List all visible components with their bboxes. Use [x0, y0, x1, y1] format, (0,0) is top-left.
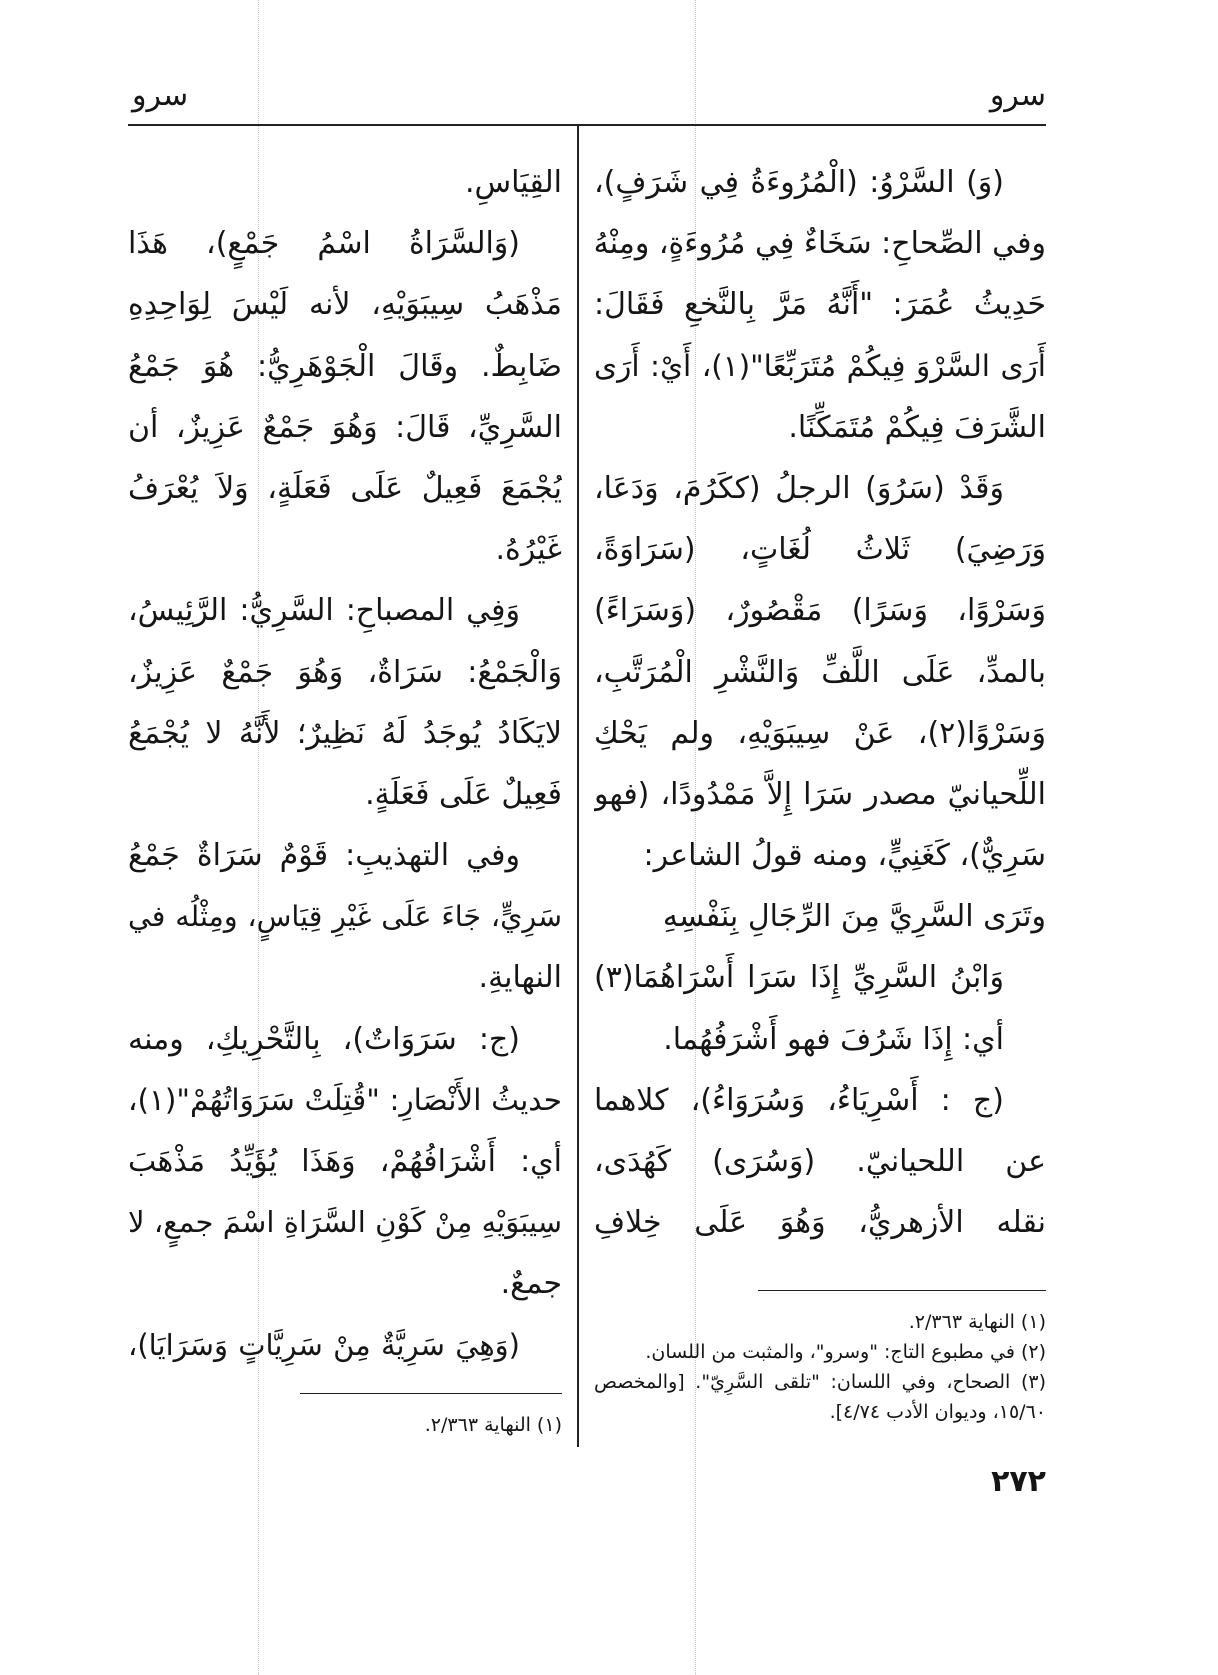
text-line: النهايةِ.	[478, 960, 562, 996]
text-line: أي: أَشْرَافُهُمْ، وَهَذَا يُؤَيِّدُ مَذْهَبَ	[128, 1144, 562, 1179]
text-line: وَسَرْوًا(٢)، عَنْ سِيبَوَيْهِ، ولم يَحْكِ	[594, 715, 1046, 751]
text-line: فَعِيلٌ عَلَى فَعَلَةٍ.	[365, 776, 562, 812]
text-line: بالمدِّ، عَلَى اللَّفِّ وَالنَّشْرِ الْمُرَتَّبِ،	[594, 654, 1046, 690]
text-line: السَّرِيِّ، قَالَ: وَهُوَ جَمْعٌ عَزِيزٌ، أن	[128, 409, 562, 445]
right-column	[594, 152, 1046, 1253]
left-column	[128, 152, 562, 1376]
text-line: (ج: سَرَوَاتٌ)، بِالتَّحْرِيكِ، ومنه	[128, 1021, 520, 1057]
text-line: وَسَرْوًا، وَسَرًا) مَقْصُورٌ، (وَسَرَاءً)	[594, 593, 1046, 629]
text-line: القِيَاسِ.	[464, 165, 562, 200]
text-line: وَالْجَمْعُ: سَرَاةٌ، وَهُوَ جَمْعٌ عَزِيزٌ،	[128, 654, 562, 690]
text-line: يُجْمَعَ فَعِيلٌ عَلَى فَعَلَةٍ، وَلاَ يُعْرَفُ	[128, 470, 562, 506]
text-line: مَذْهَبُ سِيبَوَيْهِ، لأنه لَيْسَ لِوَاحِدِهِ	[128, 287, 562, 323]
running-head-right: سرو	[989, 78, 1046, 113]
text-line: لايَكَادُ يُوجَدُ لَهُ نَظِيرٌ؛ لأَنَّهُ لا يُجْمَعُ	[128, 715, 562, 751]
footnote-separator	[758, 1290, 1046, 1291]
footnotes-right	[594, 1307, 1046, 1427]
text-line: ضَابِطٌ. وقَالَ الْجَوْهَرِيُّ: هُوَ جَمْعُ	[128, 348, 562, 384]
page-number: ٢٧٢	[991, 1464, 1046, 1499]
text-line: حديثُ الأَنْصَارِ: "قُتِلَتْ سَرَوَاتُهُمْ"(١)،	[128, 1082, 562, 1117]
text-line: سِيبَوَيْهِ مِنْ كَوْنِ السَّرَاةِ اسْمَ جمعٍ، لا	[128, 1205, 562, 1240]
text-line: وَرَضِيَ) ثَلاثُ لُغَاتٍ، (سَرَاوَةً،	[594, 532, 1046, 568]
text-line: وَقَدْ (سَرُوَ) الرجلُ (ككَرُمَ، وَدَعَا،	[594, 470, 1004, 506]
text-line: أي: إِذَا شَرُفَ فهو أَشْرَفُهُما.	[663, 1021, 1004, 1057]
footnote-line: (٢) في مطبوع التاج: "وسرو"، والمثبت من اللسان.	[645, 1341, 1046, 1363]
text-line: (وَ) السَّرْوُ: (الْمُرُوءَةُ فِي شَرَفٍ)،	[594, 165, 1004, 200]
footnote-line: (٣) الصحاح، وفي اللسان: "تلقى السَّرِيّ". [والمخصص	[594, 1371, 1046, 1393]
footnote-line: (١) النهاية ٢/٣٦٣.	[908, 1311, 1046, 1333]
text-line: وفي الصِّحاحِ: سَخَاءٌ فِي مُرُوءَةٍ، ومِنْهُ	[594, 226, 1046, 262]
text-line: وفي التهذيبِ: قَوْمٌ سَرَاةٌ جَمْعُ	[128, 838, 520, 874]
column-divider	[577, 125, 579, 1447]
text-line: نقله الأزهريُّ، وَهُوَ عَلَى خِلافِ	[594, 1205, 1046, 1241]
text-line: (ج : أَسْرِيَاءُ، وَسُرَوَاءُ)، كلاهما	[594, 1082, 1004, 1118]
text-line: غَيْرُهُ.	[495, 532, 562, 568]
footnote-line: (١) النهاية ٢/٣٦٣.	[424, 1414, 562, 1436]
text-line: عن اللحيانيّ. (وَسُرَى) كَهُدَى،	[594, 1144, 1046, 1179]
text-line: حَدِيثُ عُمَرَ: "أَنَّهُ مَرَّ بِالنَّخعِ فَقَالَ:	[594, 287, 1046, 323]
verse-line: وَابْنُ السَّرِيِّ إِذَا سَرَا أَسْرَاهُمَا(٣)	[594, 960, 1004, 996]
running-head-left: سرو	[132, 78, 189, 113]
verse-line: وتَرَى السَّرِيَّ مِنَ الرِّجَالِ بِنَفْسِهِ	[662, 899, 1046, 935]
footnote-line: ١٥/٦٠، وديوان الأدب ٤/٧٤].	[829, 1401, 1046, 1423]
footnotes-left	[128, 1410, 562, 1440]
text-line: أَرَى السَّرْوَ فِيكُمْ مُتَرَبِّعًا"(١)، أَيْ: أَرَى	[594, 348, 1046, 383]
text-line: اللِّحيانيّ مصدر سَرَا إِلاَّ مَمْدُودًا، (فهو	[594, 776, 1046, 812]
text-line: (وَالسَّرَاةُ اسْمُ جَمْعٍ)، هَذَا	[128, 226, 520, 262]
text-line: جمعٌ.	[500, 1266, 562, 1302]
text-line: الشَّرَفَ فِيكُمْ مُتَمَكِّنًا.	[788, 409, 1046, 445]
footnote-separator	[300, 1393, 562, 1394]
text-line: (وَهِيَ سَرِيَّةٌ مِنْ سَرِيَّاتٍ وَسَرَايَا)،	[128, 1327, 520, 1362]
text-line: وَفِي المصباحِ: السَّرِيُّ: الرَّئِيسُ،	[128, 593, 520, 629]
text-line: سَرِيٌّ)، كَغَنِيٍّ، ومنه قولُ الشاعر:	[643, 838, 1046, 874]
text-line: سَرِيٍّ، جَاءَ عَلَى غَيْرِ قِيَاسٍ، ومِثْلُه في	[128, 900, 562, 934]
header-rule	[128, 124, 1046, 126]
